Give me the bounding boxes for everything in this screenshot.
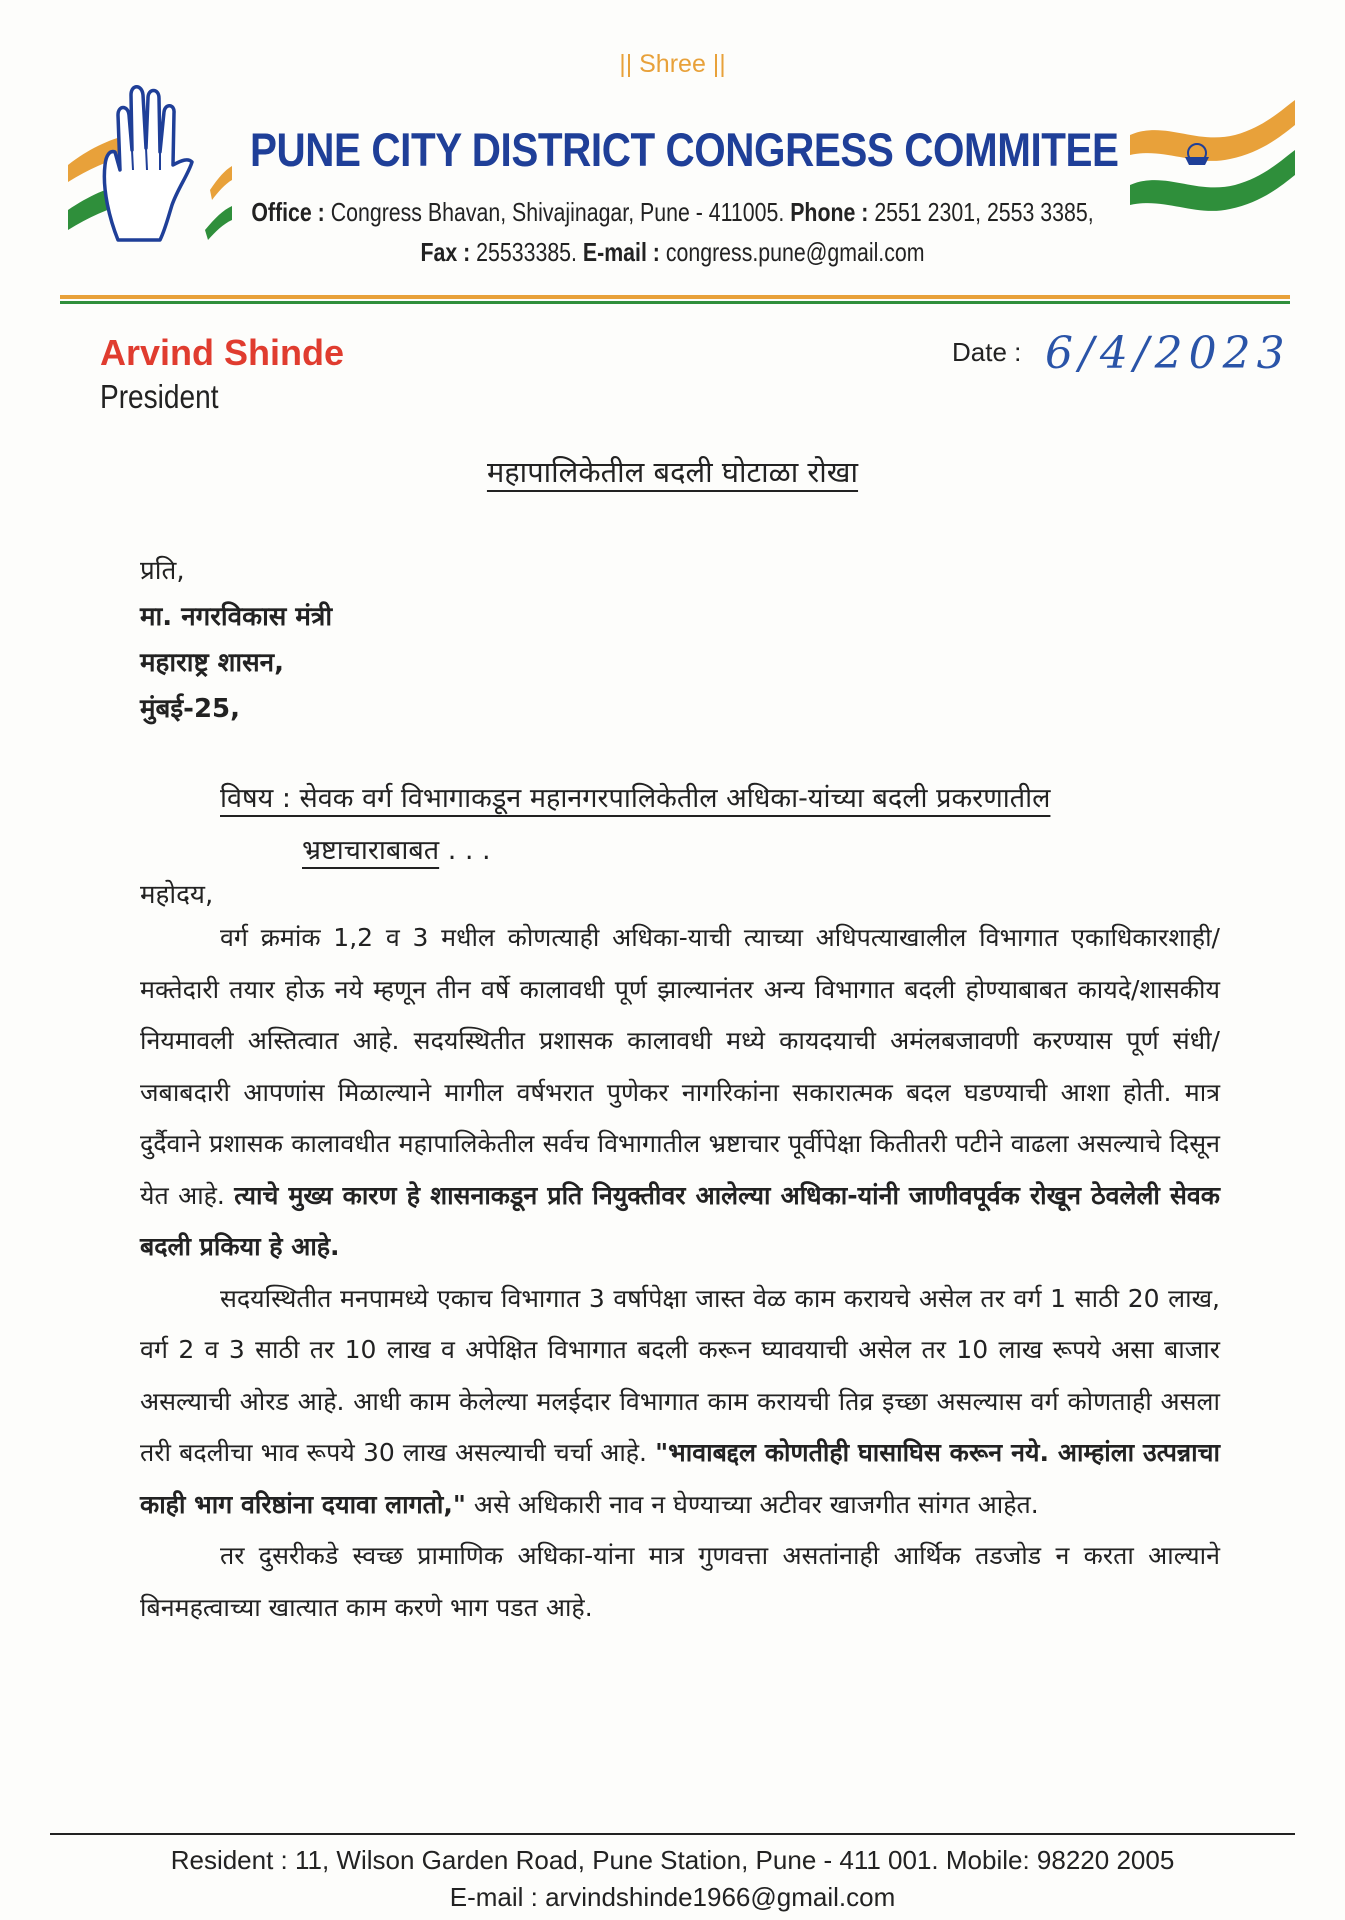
office-address-line xyxy=(121,197,1224,228)
body-paragraph xyxy=(140,912,1220,1273)
letter-heading-text: महापालिकेतील बदली घोटाळा रोखा xyxy=(486,455,859,489)
office-address: Congress Bhavan, Shivajinagar, Pune - 411005. xyxy=(330,197,785,227)
office-label: Office : xyxy=(251,197,325,227)
footer-resident-address: Resident : 11, Wilson Garden Road, Pune Station, Pune - 411 001. Mobile: 98220 2005 xyxy=(170,1845,1175,1875)
recipient-line: महाराष्ट्र शासन, xyxy=(140,648,284,678)
header-divider-saffron xyxy=(60,295,1290,299)
body-text: तर दुसरीकडे स्वच्छ प्रामाणिक अधिका-यांना मात्र गुणवत्ता असतांनाही आर्थिक तडजोड न करता आल्याने बिनमहत्वाच्या खात्यात काम करणे भाग पडत आहे. xyxy=(140,1541,1220,1622)
email-label: E-mail : xyxy=(582,237,660,267)
salutation: महोदय, xyxy=(140,880,214,910)
sender-name: Arvind Shinde xyxy=(100,332,345,373)
subject-ellipsis: . . . xyxy=(439,835,491,866)
phone-number: 2551 2301, 2553 3385, xyxy=(874,197,1094,227)
body-text: वर्ग क्रमांक 1,2 व 3 मधील कोणत्याही अधिका-याची त्याच्या अधिपत्याखालील विभागात एकाधिकारशाही/मक्तेदारी तयार होऊ नये म्हणून तीन वर्षे कालावधी पूर्ण झाल्यानंतर अन्य विभागात बदली होण्याबाबत कायदे/शासकीय नियमावली अस्तित्वात आहे. सदयस्थितीत प्रशासक कालावधी मध्ये कायदयाची अमंलबजावणी करण्यास पूर्ण संधी/जबाबदारी आपणांस मिळाल्याने मागील वर्षभरात पुणेकर नागरिकांना सकारात्मक बदल घडण्याची आशा होती. मात्र दुर्दैवाने प्रशासक कालावधीत महापालिकेतील सर्वच विभागातील भ्रष्टाचार पूर्वीपेक्षा कितीतरी पटीने वाढला असल्याचे दिसून येत आहे. xyxy=(140,923,1220,1210)
body-text-bold: "भावाबद्दल कोणतीही घासाघिस करून नये. आम्हांला उत्पन्नाचा काही भाग वरिष्ठांना दयावा लागतो," xyxy=(140,1438,1221,1519)
recipient-line: प्रति, xyxy=(140,556,185,586)
header-divider-green xyxy=(60,301,1290,304)
recipient-line: मुंबई-25, xyxy=(140,694,241,724)
phone-label: Phone : xyxy=(790,197,869,227)
body-text: असे अधिकारी नाव न घेण्याच्या अटीवर खाजगीत सांगत आहेत. xyxy=(473,1489,1039,1519)
fax-label: Fax : xyxy=(420,237,471,267)
footer-email: E-mail : arvindshinde1966@gmail.com xyxy=(449,1882,896,1912)
subject-block xyxy=(220,773,1180,877)
body-paragraph xyxy=(140,1273,1220,1531)
subject-line-2: भ्रष्टाचाराबाबत xyxy=(302,835,440,866)
date-value: 6/4/2023 xyxy=(1045,328,1291,379)
date-label: Date : xyxy=(952,337,1022,367)
subject-line-1: विषय : सेवक वर्ग विभागाकडून महानगरपालिकेतील अधिका-यांच्या बदली प्रकरणातील xyxy=(220,783,1051,814)
letter-heading xyxy=(0,452,1345,491)
body-text-bold: त्याचे मुख्य कारण हे शासनाकडून प्रति नियुक्तीवर आलेल्या अधिका-यांनी जाणीवपूर्वक रोखून ठेवलेली सेवक बदली प्रकिया हे आहे. xyxy=(140,1180,1220,1261)
fax-number: 25533385. xyxy=(476,237,577,267)
letter-body xyxy=(140,912,1220,1633)
recipient-block xyxy=(140,548,332,732)
organization-name: PUNE CITY DISTRICT CONGRESS COMMITEE xyxy=(250,123,1119,176)
footer-divider xyxy=(50,1833,1295,1835)
fax-email-line xyxy=(121,237,1224,268)
email-address: congress.pune@gmail.com xyxy=(665,237,925,267)
recipient-line: मा. नगरविकास मंत्री xyxy=(140,602,333,632)
shree-invocation: || Shree || xyxy=(619,50,726,78)
body-paragraph xyxy=(140,1530,1220,1633)
body-text: सदयस्थितीत मनपामध्ये एकाच विभागात 3 वर्षापेक्षा जास्त वेळ काम करायचे असेल तर वर्ग 1 साठी 20 लाख, वर्ग 2 व 3 साठी तर 10 लाख व अपेक्षित विभागात बदली करून घ्यावयाची असेल तर 10 लाख रूपये असा बाजार असल्याची ओरड आहे. आधी काम केलेल्या मलईदार विभागात काम करायची तिव्र इच्छा असल्यास वर्ग कोणताही असला तरी बदलीचा भाव रूपये 30 लाख असल्याची चर्चा आहे. xyxy=(140,1283,1220,1467)
sender-title: President xyxy=(100,378,219,415)
